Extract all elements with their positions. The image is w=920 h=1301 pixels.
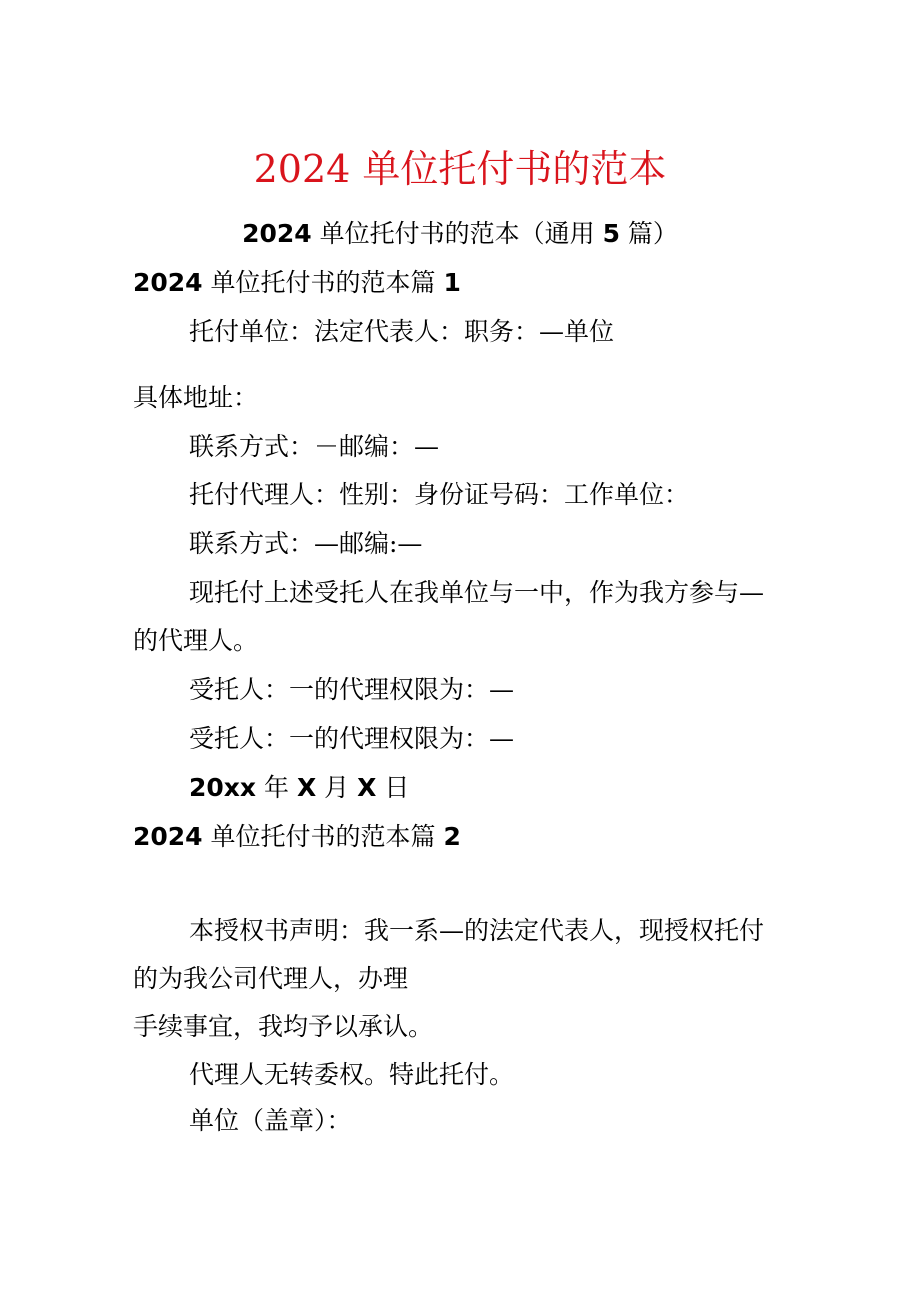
section-2-heading-year: 2024	[133, 822, 203, 851]
section-2-line: 本授权书声明：我一系—的法定代表人，现授权托付	[189, 916, 765, 945]
section-2-line: 代理人无转委权。特此托付。	[189, 1060, 515, 1089]
section-1-line: 现托付上述受托人在我单位与一中，作为我方参与—	[189, 578, 765, 607]
date-month: X	[296, 773, 317, 802]
section-1-line: 联系方式：－邮编：—	[189, 432, 440, 461]
date-ri: 日	[376, 773, 410, 802]
document-subtitle	[0, 221, 920, 246]
section-2-line: 的为我公司代理人，办理	[133, 964, 409, 993]
section-1-line: 受托人：一的代理权限为：—	[189, 724, 515, 753]
document-title: 2024 单位托付书的范本	[253, 147, 667, 191]
section-1-heading	[133, 270, 461, 295]
subtitle-year: 2024	[242, 219, 312, 248]
subtitle-count: 5	[602, 219, 620, 248]
date-day: X	[357, 773, 377, 802]
section-2-heading-text: 单位托付书的范本篇	[202, 822, 444, 851]
date-nian: 年	[256, 773, 297, 802]
date-year: 20xx	[189, 773, 257, 802]
section-2-line: 手续事宜，我均予以承认。	[133, 1012, 434, 1041]
section-1-heading-num: 1	[443, 268, 461, 297]
date-yue: 月	[316, 773, 358, 802]
section-2-line: 单位（盖章）：	[189, 1106, 352, 1135]
section-1-line: 联系方式：—邮编:—	[189, 529, 423, 558]
subtitle-end: 篇）	[619, 219, 678, 248]
section-1-line: 的代理人。	[133, 626, 259, 655]
section-1-line: 具体地址：	[133, 383, 259, 412]
subtitle-text: 单位托付书的范本（通用	[311, 219, 603, 248]
section-1-heading-year: 2024	[133, 268, 203, 297]
section-1-heading-text: 单位托付书的范本篇	[202, 268, 444, 297]
section-1-date	[189, 775, 409, 800]
section-2-heading	[133, 824, 461, 849]
section-1-line: 托付代理人：性别：身份证号码：工作单位：	[189, 480, 690, 509]
section-1-line: 受托人：一的代理权限为：—	[189, 675, 515, 704]
section-1-line: 托付单位：法定代表人：职务：—单位	[189, 317, 615, 346]
section-2-heading-num: 2	[443, 822, 461, 851]
